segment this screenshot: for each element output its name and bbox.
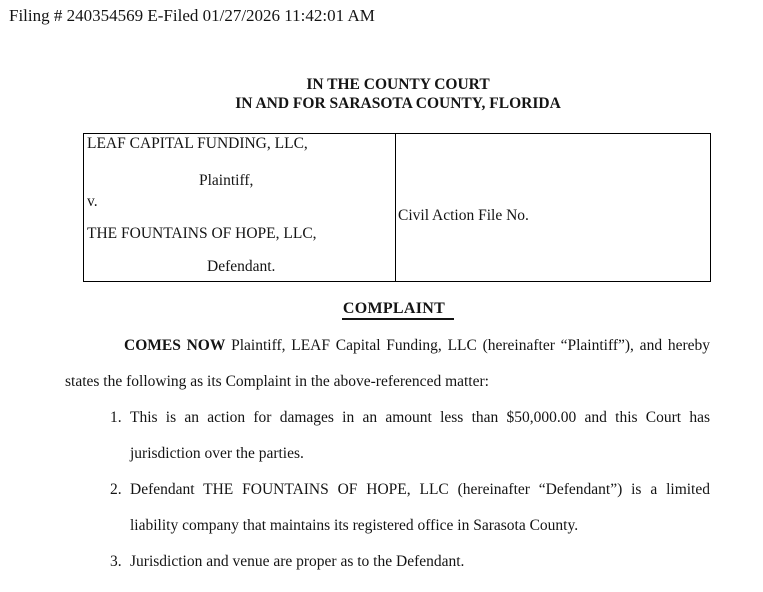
intro-paragraph <box>65 328 710 400</box>
court-heading-line2: IN AND FOR SARASOTA COUNTY, FLORIDA <box>235 95 561 112</box>
defendant-name: THE FOUNTAINS OF HOPE, LLC, <box>87 225 317 242</box>
case-caption-table <box>83 133 711 282</box>
comes-now-lead: COMES NOW <box>124 337 226 354</box>
defendant-label: Defendant. <box>207 258 276 275</box>
intro-paragraph-text: Plaintiff, LEAF Capital Funding, LLC (hereinafter “Plaintiff”), and hereby states the following as its Complaint in the above-referenced matter: <box>65 337 710 390</box>
item-1-number: 1. <box>110 409 122 426</box>
item-2-text: Defendant THE FOUNTAINS OF HOPE, LLC (hereinafter “Defendant”) is a limited liability company that maintains its registered office in Sarasota County. <box>130 481 710 534</box>
caption-case-number-cell <box>396 134 710 281</box>
plaintiff-label: Plaintiff, <box>199 172 254 189</box>
complaint-item-2 <box>65 472 710 544</box>
caption-parties-cell <box>84 134 396 281</box>
court-heading-line1: IN THE COUNTY COURT <box>306 76 490 93</box>
complaint-item-3 <box>65 544 710 580</box>
plaintiff-name: LEAF CAPITAL FUNDING, LLC, <box>87 135 308 152</box>
item-3-number: 3. <box>110 553 122 570</box>
item-2-number: 2. <box>110 481 122 498</box>
complaint-item-1 <box>65 400 710 472</box>
versus-label: v. <box>87 193 98 210</box>
item-3-text: Jurisdiction and venue are proper as to the Defendant. <box>130 553 465 570</box>
court-heading <box>84 75 712 113</box>
complaint-body <box>65 328 710 580</box>
efiling-stamp: Filing # 240354569 E-Filed 01/27/2026 11:42:01 AM <box>9 6 375 25</box>
civil-action-file-no-label: Civil Action File No. <box>398 207 529 224</box>
complaint-title-row <box>84 299 712 320</box>
item-1-text: This is an action for damages in an amount less than $50,000.00 and this Court has jurisdiction over the parties. <box>130 409 710 462</box>
complaint-title: COMPLAINT <box>342 299 454 320</box>
